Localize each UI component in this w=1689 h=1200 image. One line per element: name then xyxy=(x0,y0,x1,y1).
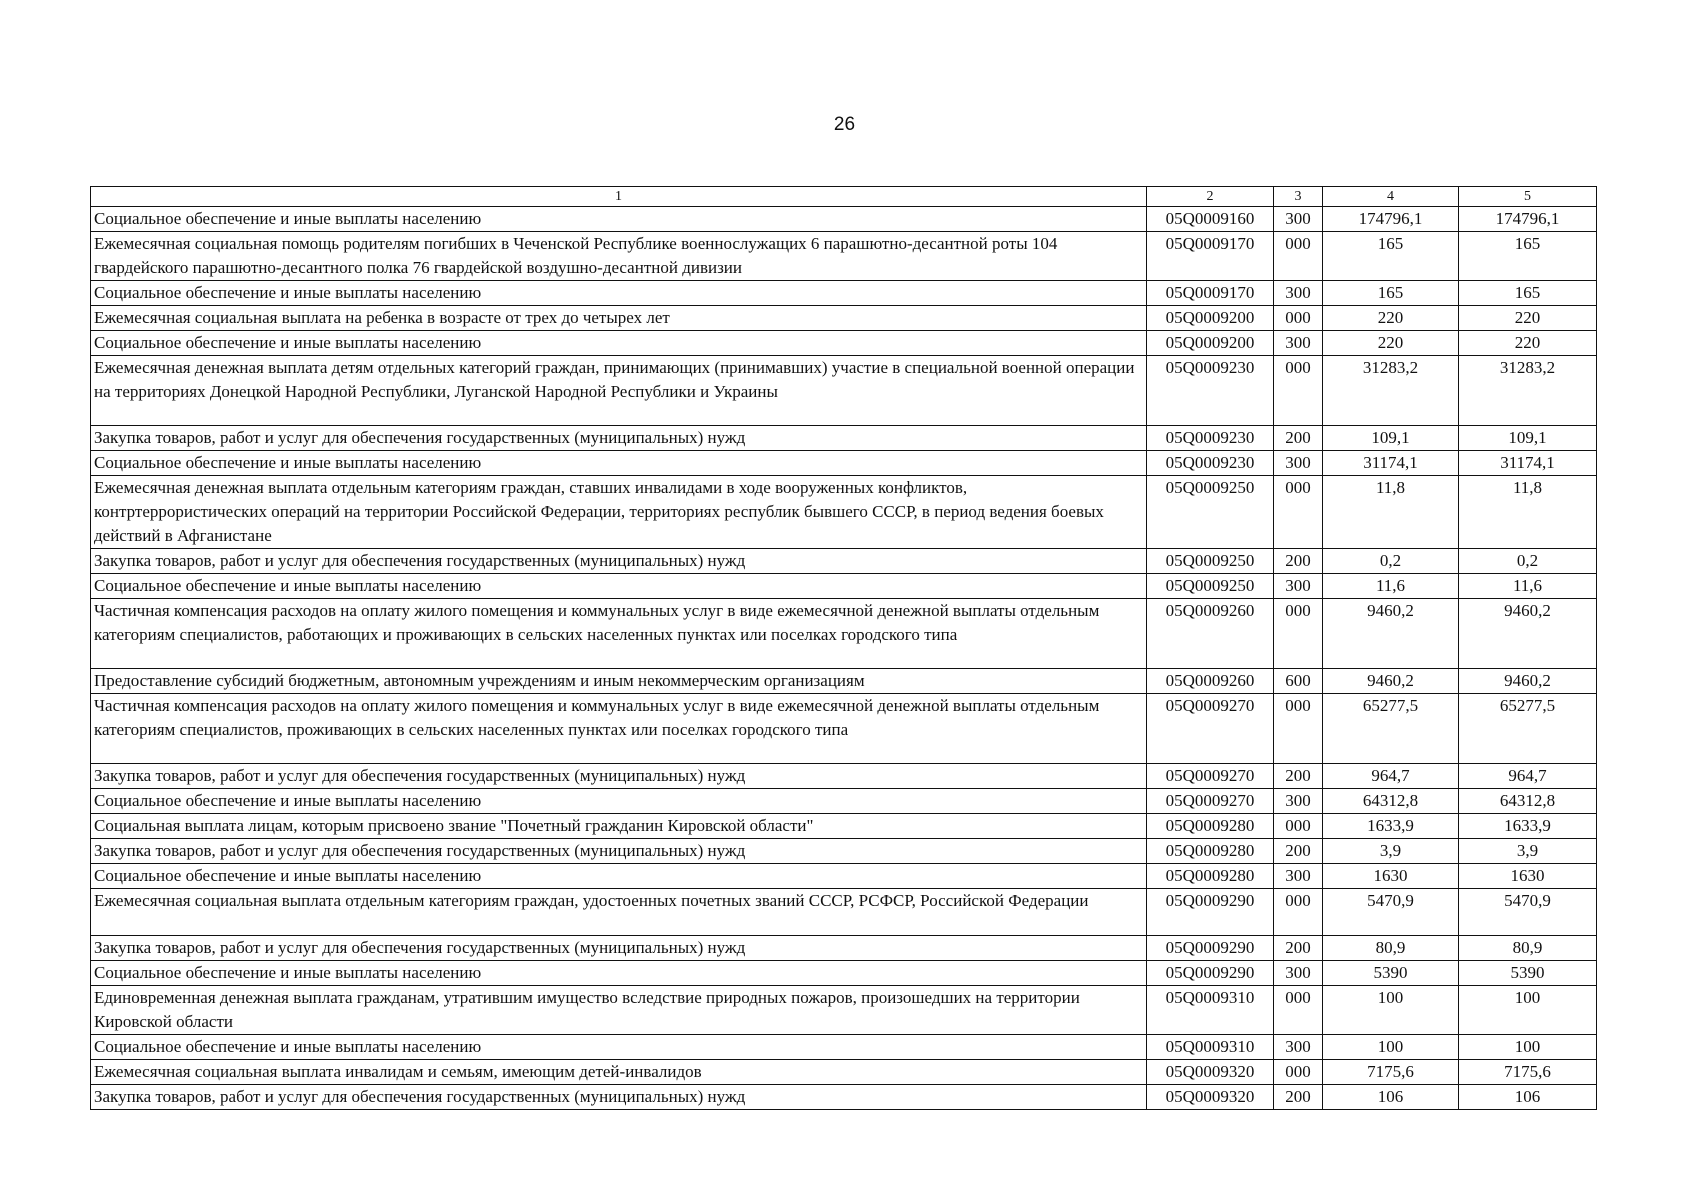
row-name-cell: Ежемесячная социальная выплата отдельным категориям граждан, удостоенных почетных званий СССР, РСФСР, Российской Федерации xyxy=(91,889,1147,936)
row-csr-code-cell: 05Q0009290 xyxy=(1147,961,1274,986)
row-expense-type-cell: 200 xyxy=(1274,936,1323,961)
row-expense-type-cell: 200 xyxy=(1274,764,1323,789)
row-name-cell: Социальное обеспечение и иные выплаты населению xyxy=(91,789,1147,814)
row-name-cell: Ежемесячная социальная выплата инвалидам и семьям, имеющим детей-инвалидов xyxy=(91,1060,1147,1085)
row-expense-type-cell: 000 xyxy=(1274,306,1323,331)
column-number-row xyxy=(91,187,1597,207)
row-csr-code-cell: 05Q0009320 xyxy=(1147,1060,1274,1085)
row-expense-type-cell: 300 xyxy=(1274,451,1323,476)
row-amount-col5-cell: 9460,2 xyxy=(1459,669,1597,694)
row-expense-type-cell: 300 xyxy=(1274,864,1323,889)
table-row xyxy=(91,694,1597,764)
row-amount-col4-cell: 64312,8 xyxy=(1323,789,1459,814)
table-row xyxy=(91,281,1597,306)
row-csr-code-cell: 05Q0009310 xyxy=(1147,986,1274,1035)
row-csr-code-cell: 05Q0009270 xyxy=(1147,694,1274,764)
row-amount-col5-cell: 220 xyxy=(1459,331,1597,356)
row-csr-code-cell: 05Q0009250 xyxy=(1147,549,1274,574)
row-csr-code-cell: 05Q0009260 xyxy=(1147,599,1274,669)
row-amount-col5-cell: 5470,9 xyxy=(1459,889,1597,936)
row-name-cell: Социальная выплата лицам, которым присвоено звание "Почетный гражданин Кировской области" xyxy=(91,814,1147,839)
row-expense-type-cell: 000 xyxy=(1274,814,1323,839)
column-number-2: 2 xyxy=(1147,187,1274,207)
table-row xyxy=(91,331,1597,356)
row-csr-code-cell: 05Q0009320 xyxy=(1147,1085,1274,1110)
row-amount-col4-cell: 100 xyxy=(1323,1035,1459,1060)
row-amount-col5-cell: 9460,2 xyxy=(1459,599,1597,669)
row-amount-col4-cell: 11,6 xyxy=(1323,574,1459,599)
row-name-cell: Социальное обеспечение и иные выплаты населению xyxy=(91,864,1147,889)
row-expense-type-cell: 000 xyxy=(1274,889,1323,936)
row-expense-type-cell: 300 xyxy=(1274,281,1323,306)
row-csr-code-cell: 05Q0009200 xyxy=(1147,331,1274,356)
row-amount-col4-cell: 100 xyxy=(1323,986,1459,1035)
row-expense-type-cell: 200 xyxy=(1274,839,1323,864)
row-amount-col4-cell: 5470,9 xyxy=(1323,889,1459,936)
row-amount-col5-cell: 7175,6 xyxy=(1459,1060,1597,1085)
budget-table xyxy=(90,186,1597,1110)
row-csr-code-cell: 05Q0009270 xyxy=(1147,789,1274,814)
row-amount-col4-cell: 964,7 xyxy=(1323,764,1459,789)
row-name-cell: Ежемесячная социальная выплата на ребенка в возрасте от трех до четырех лет xyxy=(91,306,1147,331)
column-number-3: 3 xyxy=(1274,187,1323,207)
row-name-cell: Закупка товаров, работ и услуг для обеспечения государственных (муниципальных) нужд xyxy=(91,549,1147,574)
row-amount-col4-cell: 106 xyxy=(1323,1085,1459,1110)
row-amount-col5-cell: 31174,1 xyxy=(1459,451,1597,476)
row-amount-col4-cell: 0,2 xyxy=(1323,549,1459,574)
table-row xyxy=(91,451,1597,476)
row-csr-code-cell: 05Q0009280 xyxy=(1147,864,1274,889)
row-name-cell: Ежемесячная денежная выплата отдельным категориям граждан, ставших инвалидами в ходе вооруженных конфликтов, контртеррористических операций на территории Российской Федерации, территориях республик бывшего СССР, в период ведения боевых действий в Афганистане xyxy=(91,476,1147,549)
row-amount-col4-cell: 1633,9 xyxy=(1323,814,1459,839)
row-name-cell: Социальное обеспечение и иные выплаты населению xyxy=(91,1035,1147,1060)
row-amount-col4-cell: 165 xyxy=(1323,281,1459,306)
table-row xyxy=(91,207,1597,232)
row-amount-col5-cell: 80,9 xyxy=(1459,936,1597,961)
row-name-cell: Закупка товаров, работ и услуг для обеспечения государственных (муниципальных) нужд xyxy=(91,764,1147,789)
table-row xyxy=(91,574,1597,599)
table-row xyxy=(91,476,1597,549)
table-row xyxy=(91,764,1597,789)
column-number-1: 1 xyxy=(91,187,1147,207)
row-amount-col4-cell: 5390 xyxy=(1323,961,1459,986)
row-amount-col5-cell: 3,9 xyxy=(1459,839,1597,864)
row-expense-type-cell: 200 xyxy=(1274,426,1323,451)
row-amount-col5-cell: 165 xyxy=(1459,232,1597,281)
row-expense-type-cell: 000 xyxy=(1274,356,1323,426)
row-amount-col4-cell: 220 xyxy=(1323,306,1459,331)
table-row xyxy=(91,814,1597,839)
row-amount-col5-cell: 100 xyxy=(1459,986,1597,1035)
row-amount-col4-cell: 31174,1 xyxy=(1323,451,1459,476)
row-amount-col5-cell: 109,1 xyxy=(1459,426,1597,451)
row-amount-col4-cell: 11,8 xyxy=(1323,476,1459,549)
row-name-cell: Ежемесячная денежная выплата детям отдельных категорий граждан, принимающих (принимавших) участие в специальной военной операции на территориях Донецкой Народной Республики, Луганской Народной Республики и Украины xyxy=(91,356,1147,426)
column-number-4: 4 xyxy=(1323,187,1459,207)
row-name-cell: Социальное обеспечение и иные выплаты населению xyxy=(91,574,1147,599)
row-csr-code-cell: 05Q0009250 xyxy=(1147,476,1274,549)
row-expense-type-cell: 300 xyxy=(1274,207,1323,232)
row-expense-type-cell: 000 xyxy=(1274,1060,1323,1085)
column-number-5: 5 xyxy=(1459,187,1597,207)
row-csr-code-cell: 05Q0009200 xyxy=(1147,306,1274,331)
row-expense-type-cell: 300 xyxy=(1274,331,1323,356)
row-expense-type-cell: 300 xyxy=(1274,789,1323,814)
row-name-cell: Единовременная денежная выплата гражданам, утратившим имущество вследствие природных пожаров, произошедших на территории Кировской области xyxy=(91,986,1147,1035)
row-name-cell: Закупка товаров, работ и услуг для обеспечения государственных (муниципальных) нужд xyxy=(91,936,1147,961)
row-name-cell: Предоставление субсидий бюджетным, автономным учреждениям и иным некоммерческим организациям xyxy=(91,669,1147,694)
row-expense-type-cell: 300 xyxy=(1274,961,1323,986)
table-row xyxy=(91,961,1597,986)
row-name-cell: Социальное обеспечение и иные выплаты населению xyxy=(91,331,1147,356)
row-amount-col4-cell: 7175,6 xyxy=(1323,1060,1459,1085)
row-amount-col5-cell: 1630 xyxy=(1459,864,1597,889)
table-row xyxy=(91,1035,1597,1060)
row-amount-col4-cell: 9460,2 xyxy=(1323,669,1459,694)
row-amount-col5-cell: 64312,8 xyxy=(1459,789,1597,814)
row-name-cell: Социальное обеспечение и иные выплаты населению xyxy=(91,207,1147,232)
row-csr-code-cell: 05Q0009260 xyxy=(1147,669,1274,694)
table-row xyxy=(91,356,1597,426)
row-amount-col5-cell: 174796,1 xyxy=(1459,207,1597,232)
row-csr-code-cell: 05Q0009170 xyxy=(1147,281,1274,306)
row-amount-col5-cell: 0,2 xyxy=(1459,549,1597,574)
row-expense-type-cell: 000 xyxy=(1274,476,1323,549)
table-row xyxy=(91,549,1597,574)
row-name-cell: Закупка товаров, работ и услуг для обеспечения государственных (муниципальных) нужд xyxy=(91,839,1147,864)
row-expense-type-cell: 200 xyxy=(1274,1085,1323,1110)
row-amount-col5-cell: 11,8 xyxy=(1459,476,1597,549)
row-csr-code-cell: 05Q0009280 xyxy=(1147,839,1274,864)
row-expense-type-cell: 000 xyxy=(1274,986,1323,1035)
table-row xyxy=(91,669,1597,694)
table-row xyxy=(91,789,1597,814)
table-row xyxy=(91,839,1597,864)
table-row xyxy=(91,306,1597,331)
table-row xyxy=(91,1085,1597,1110)
row-csr-code-cell: 05Q0009280 xyxy=(1147,814,1274,839)
page-number: 26 xyxy=(833,114,856,135)
row-amount-col5-cell: 1633,9 xyxy=(1459,814,1597,839)
row-expense-type-cell: 200 xyxy=(1274,549,1323,574)
row-name-cell: Закупка товаров, работ и услуг для обеспечения государственных (муниципальных) нужд xyxy=(91,1085,1147,1110)
row-csr-code-cell: 05Q0009290 xyxy=(1147,889,1274,936)
row-csr-code-cell: 05Q0009230 xyxy=(1147,426,1274,451)
table-row xyxy=(91,1060,1597,1085)
row-amount-col4-cell: 31283,2 xyxy=(1323,356,1459,426)
row-name-cell: Закупка товаров, работ и услуг для обеспечения государственных (муниципальных) нужд xyxy=(91,426,1147,451)
row-csr-code-cell: 05Q0009230 xyxy=(1147,356,1274,426)
budget-table-body xyxy=(91,187,1597,1110)
row-csr-code-cell: 05Q0009310 xyxy=(1147,1035,1274,1060)
table-row xyxy=(91,232,1597,281)
row-name-cell: Социальное обеспечение и иные выплаты населению xyxy=(91,451,1147,476)
row-csr-code-cell: 05Q0009160 xyxy=(1147,207,1274,232)
table-row xyxy=(91,986,1597,1035)
table-row xyxy=(91,426,1597,451)
row-amount-col5-cell: 65277,5 xyxy=(1459,694,1597,764)
row-amount-col4-cell: 80,9 xyxy=(1323,936,1459,961)
row-name-cell: Социальное обеспечение и иные выплаты населению xyxy=(91,281,1147,306)
row-csr-code-cell: 05Q0009250 xyxy=(1147,574,1274,599)
row-amount-col4-cell: 165 xyxy=(1323,232,1459,281)
row-amount-col4-cell: 109,1 xyxy=(1323,426,1459,451)
row-amount-col4-cell: 3,9 xyxy=(1323,839,1459,864)
row-amount-col4-cell: 9460,2 xyxy=(1323,599,1459,669)
row-amount-col4-cell: 174796,1 xyxy=(1323,207,1459,232)
row-amount-col5-cell: 5390 xyxy=(1459,961,1597,986)
row-csr-code-cell: 05Q0009170 xyxy=(1147,232,1274,281)
row-expense-type-cell: 000 xyxy=(1274,694,1323,764)
row-expense-type-cell: 000 xyxy=(1274,232,1323,281)
table-row xyxy=(91,936,1597,961)
row-name-cell: Ежемесячная социальная помощь родителям погибших в Чеченской Республике военнослужащих 6 парашютно-десантной роты 104 гвардейского парашютно-десантного полка 76 гвардейской воздушно-десантной дивизии xyxy=(91,232,1147,281)
row-expense-type-cell: 000 xyxy=(1274,599,1323,669)
row-amount-col5-cell: 11,6 xyxy=(1459,574,1597,599)
table-row xyxy=(91,599,1597,669)
row-name-cell: Социальное обеспечение и иные выплаты населению xyxy=(91,961,1147,986)
row-csr-code-cell: 05Q0009230 xyxy=(1147,451,1274,476)
row-amount-col5-cell: 100 xyxy=(1459,1035,1597,1060)
row-csr-code-cell: 05Q0009270 xyxy=(1147,764,1274,789)
row-expense-type-cell: 600 xyxy=(1274,669,1323,694)
row-expense-type-cell: 300 xyxy=(1274,1035,1323,1060)
row-amount-col5-cell: 106 xyxy=(1459,1085,1597,1110)
table-row xyxy=(91,889,1597,936)
row-amount-col5-cell: 220 xyxy=(1459,306,1597,331)
table-row xyxy=(91,864,1597,889)
row-amount-col4-cell: 65277,5 xyxy=(1323,694,1459,764)
row-amount-col5-cell: 31283,2 xyxy=(1459,356,1597,426)
row-amount-col4-cell: 1630 xyxy=(1323,864,1459,889)
row-name-cell: Частичная компенсация расходов на оплату жилого помещения и коммунальных услуг в виде ежемесячной денежной выплаты отдельным категориям специалистов, проживающих в сельских населенных пунктах или поселках городского типа xyxy=(91,694,1147,764)
row-expense-type-cell: 300 xyxy=(1274,574,1323,599)
row-amount-col5-cell: 165 xyxy=(1459,281,1597,306)
row-csr-code-cell: 05Q0009290 xyxy=(1147,936,1274,961)
row-name-cell: Частичная компенсация расходов на оплату жилого помещения и коммунальных услуг в виде ежемесячной денежной выплаты отдельным категориям специалистов, работающих и проживающих в сельских населенных пунктах или поселках городского типа xyxy=(91,599,1147,669)
row-amount-col5-cell: 964,7 xyxy=(1459,764,1597,789)
row-amount-col4-cell: 220 xyxy=(1323,331,1459,356)
